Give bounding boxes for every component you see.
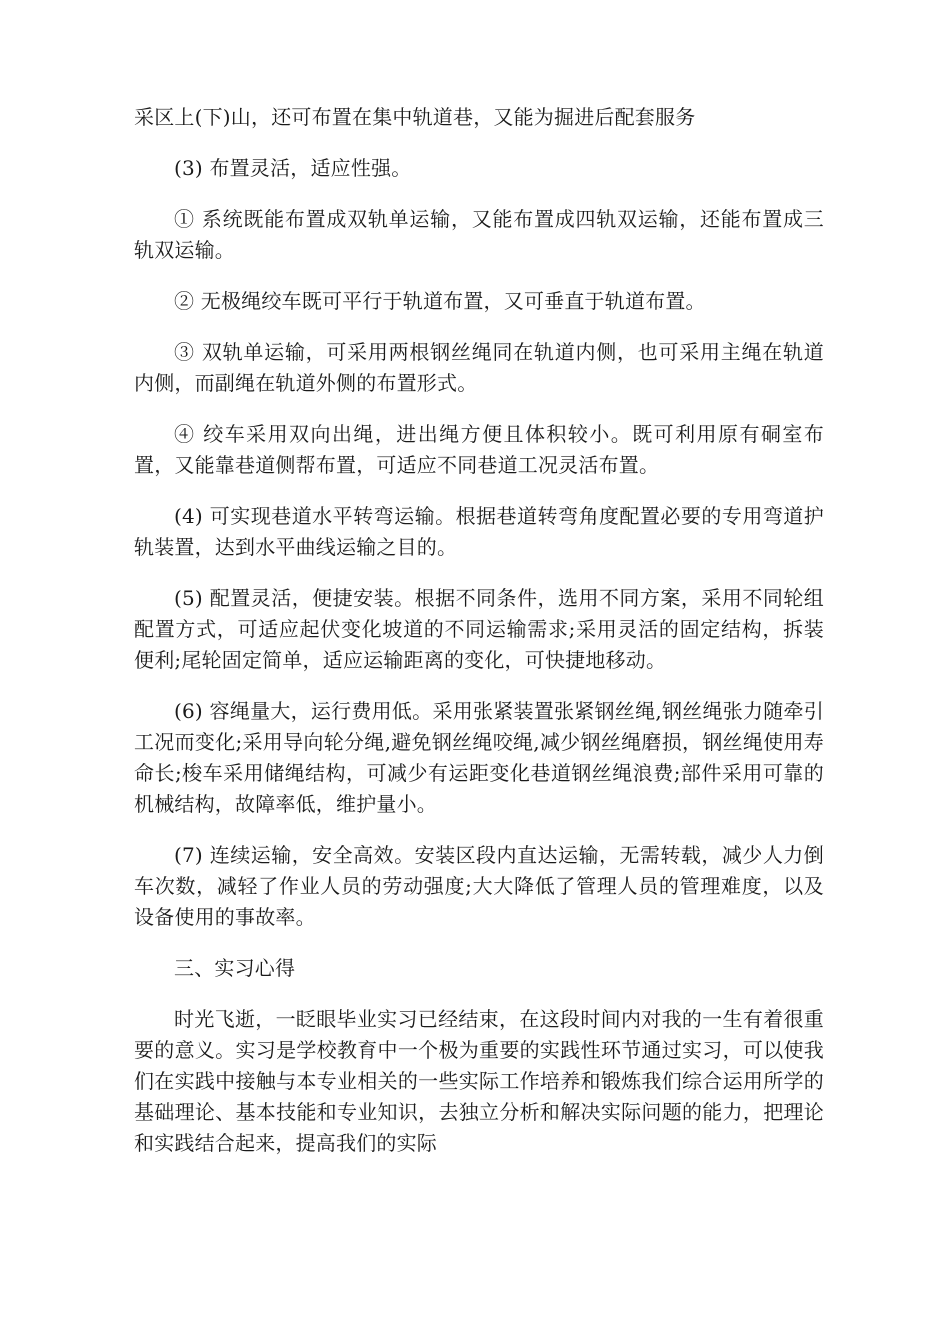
paragraph-subitem-2: ② 无极绳绞车既可平行于轨道布置，又可垂直于轨道布置。 bbox=[174, 289, 706, 313]
paragraph-item-4: (4) 可实现巷道水平转弯运输。根据巷道转弯角度配置必要的专用弯道护轨装置，达到水平曲线运输之目的。 bbox=[134, 504, 824, 559]
document-body bbox=[134, 102, 824, 1179]
paragraph-item-6: (6) 容绳量大，运行费用低。采用张紧装置张紧钢丝绳,钢丝绳张力随牵引工况而变化;采用导向轮分绳,避免钢丝绳咬绳,减少钢丝绳磨损，钢丝绳使用寿命长;梭车采用储绳结构，可减少有运距变化巷道钢丝绳浪费;部件采用可靠的机械结构，故障率低，维护量小。 bbox=[134, 699, 824, 816]
paragraph-item-3: (3) 布置灵活，适应性强。 bbox=[174, 156, 412, 180]
paragraph-subitem-3: ③ 双轨单运输，可采用两根钢丝绳同在轨道内侧，也可采用主绳在轨道内侧，而副绳在轨道外侧的布置形式。 bbox=[134, 340, 824, 395]
paragraph-item-5: (5) 配置灵活，便捷安装。根据不同条件，选用不同方案，采用不同轮组配置方式，可适应起伏变化坡道的不同运输需求;采用灵活的固定结构，拆装便利;尾轮固定简单，适应运输距离的变化，可快捷地移动。 bbox=[134, 586, 824, 672]
section-heading: 三、实习心得 bbox=[174, 956, 296, 980]
paragraph-item-7: (7) 连续运输，安全高效。安装区段内直达运输，无需转载，减少人力倒车次数，减轻了作业人员的劳动强度;大大降低了管理人员的管理难度，以及设备使用的事故率。 bbox=[134, 843, 824, 929]
paragraph-reflection: 时光飞逝，一眨眼毕业实习已经结束，在这段时间内对我的一生有着很重要的意义。实习是学校教育中一个极为重要的实践性环节通过实习，可以使我们在实践中接触与本专业相关的一些实际工作培养和锻炼我们综合运用所学的基础理论、基本技能和专业知识，去独立分析和解决实际问题的能力，把理论和实践结合起来，提高我们的实际 bbox=[134, 1007, 824, 1155]
paragraph-subitem-1: ① 系统既能布置成双轨单运输，又能布置成四轨双运输，还能布置成三轨双运输。 bbox=[134, 207, 824, 262]
paragraph-subitem-4: ④ 绞车采用双向出绳，进出绳方便且体积较小。既可利用原有硐室布置，又能靠巷道侧帮布置，可适应不同巷道工况灵活布置。 bbox=[134, 422, 824, 477]
paragraph-continuation: 采区上(下)山，还可布置在集中轨道巷，又能为掘进后配套服务 bbox=[134, 105, 696, 129]
